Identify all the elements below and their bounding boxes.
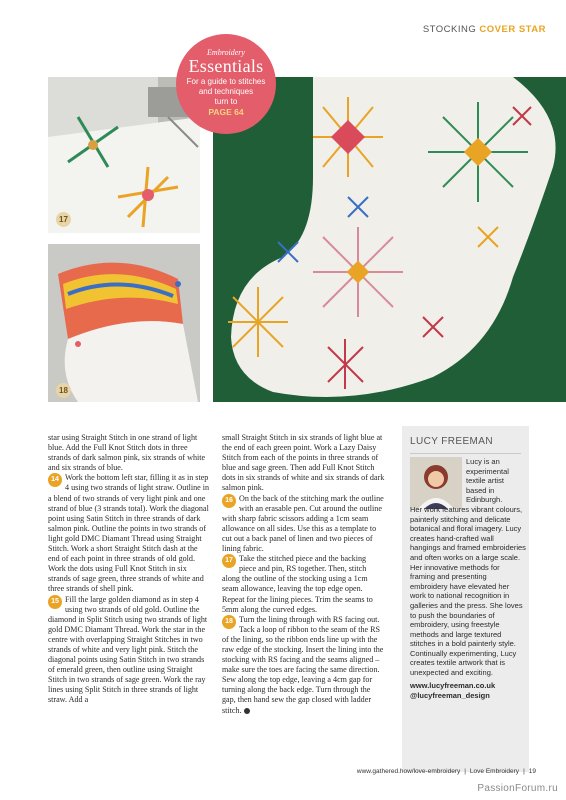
designer-name: LUCY FREEMAN xyxy=(410,436,493,447)
essentials-badge xyxy=(176,34,276,134)
footer-magazine: Love Embroidery xyxy=(469,768,520,775)
section-header xyxy=(423,24,546,35)
essentials-page-ref: PAGE 64 xyxy=(208,107,244,117)
bio-divider xyxy=(410,453,521,454)
watermark: PassionForum.ru xyxy=(477,783,558,794)
photo-label-18: 18 xyxy=(56,383,71,398)
photo-label-17: 17 xyxy=(56,212,71,227)
step-15-text: Fill the large golden diamond as in step 4 using two strands of old gold. Outline the diamond in Split Stitch using two strands of light gold DMC Diamant Thread. Work the star in the centre with overlapping Straight Stitches in two strands of white and very light pink. Stitch the diagonal points using Satin Stitch in two strands of emerald green, then outline using Straight Stitch in two strands of sage green. Work the ray lines using Split Stitch in three strands of light straw. Add a xyxy=(48,594,208,705)
column2-intro: small Straight Stitch in six strands of light blue at the end of each green point. Work a Lazy Daisy Stitch from each of the points in three strands of blue and sage green. Then add Full Knot Stitch dots in six strands of white and six strands of dark salmon pink. xyxy=(222,433,385,493)
designer-website-link[interactable]: www.lucyfreeman.co.uk xyxy=(410,680,496,690)
essentials-kicker: Embroidery xyxy=(207,48,245,57)
bio-text xyxy=(410,457,526,701)
page-footer: www.gathered.how/love-embroidery | Love Embroidery | 19 xyxy=(356,768,536,775)
footer-url[interactable]: www.gathered.how/love-embroidery xyxy=(356,768,461,775)
page-number: 19 xyxy=(528,768,536,775)
essentials-line-2: and techniques xyxy=(198,87,254,96)
designer-bio xyxy=(402,426,529,772)
essentials-title: Essentials xyxy=(188,56,264,76)
step-15 xyxy=(48,595,211,706)
step-17-text: Take the stitched piece and the backing piece and pin, RS together. Then, stitch along the outline of the stocking using a 1cm seam allowance, leaving the top edge open. Repeat for the lining pieces. Trim the seams to 5mm along the curved edges. xyxy=(222,554,373,614)
step-16 xyxy=(222,494,385,555)
step-14-text: Work the bottom left star, filling it as in step 4 using two strands of light straw. Outline in a blend of two strands of very light pink and one strand of blue (3 strands total). Work the diagonal point using Satin Stitch in three strands of dark salmon pink. Outline the points in two strands of light gold DMC Diamant Thread using Straight Stitch. Work a short Straight Stitch dash at the end of each point in three strands of old gold. Work the dots using Full Knot Stitch in six strands of sage green, three strands of white and three strands of shell pink. xyxy=(48,473,210,594)
bio-text-wrapped: Lucy is an experimental textile artist based in Edinburgh. xyxy=(466,457,509,505)
text-column-2 xyxy=(222,433,385,716)
section-highlight: COVER STAR xyxy=(479,24,546,35)
step-17 xyxy=(222,554,385,615)
essentials-line-3: turn to xyxy=(214,97,238,106)
step-18-text: Turn the lining through with RS facing out. Tack a loop of ribbon to the seam of the RS of the lining, so the ribbon ends line up with the raw edge of the stocking. Insert the lining into the stocking with RS facing and the seams aligned – make sure the toes are facing the same direction. Sew along the top edge, leaving a 4cm gap for turning along the back edge. Turn through the gap, then hand sew the gap closed with ladder stitch. xyxy=(222,614,384,715)
text-column-1 xyxy=(48,433,211,706)
step-number-17: 17 xyxy=(222,554,236,568)
step-number-15: 15 xyxy=(48,595,62,609)
step-16-text: On the back of the stitching mark the outline with an erasable pen. Cut around the outline with sharp fabric scissors adding a 1cm seam allowance on all sides. Use this as a template to cut out a back panel of linen and two pieces of lining fabric. xyxy=(222,493,384,554)
section-label: STOCKING xyxy=(422,24,477,35)
photo-step-18 xyxy=(48,244,200,402)
end-mark-icon xyxy=(244,708,250,714)
designer-social-handle[interactable]: @lucyfreeman_design xyxy=(410,690,490,700)
step-18 xyxy=(222,615,385,716)
step-14 xyxy=(48,473,211,594)
step-number-14: 14 xyxy=(48,473,62,487)
bio-text-rest: Her work features vibrant colours, painterly stitching and delicate botanical and floral imagery. Lucy creates hand-crafted wall hangings and framed embroideries and often works on a large scale. Her innovative methods for framing and presenting embroidery have elevated her work to national recognition in galleries and the press. She loves to push the boundaries of embroidery, using freestyle methods and large textured stitches in a bold painterly style. Continually experimenting, Lucy creates textile artwork that is unexpected and exciting. xyxy=(410,504,526,678)
column1-intro: star using Straight Stitch in one strand of light blue. Add the Full Knot Stitch dots in three strands of dark salmon pink, six strands of white and six strands of blue. xyxy=(48,433,206,473)
essentials-line-1: For a guide to stitches xyxy=(186,77,266,86)
step-number-16: 16 xyxy=(222,494,236,508)
step-number-18: 18 xyxy=(222,615,236,629)
photo-stocking xyxy=(213,77,566,402)
